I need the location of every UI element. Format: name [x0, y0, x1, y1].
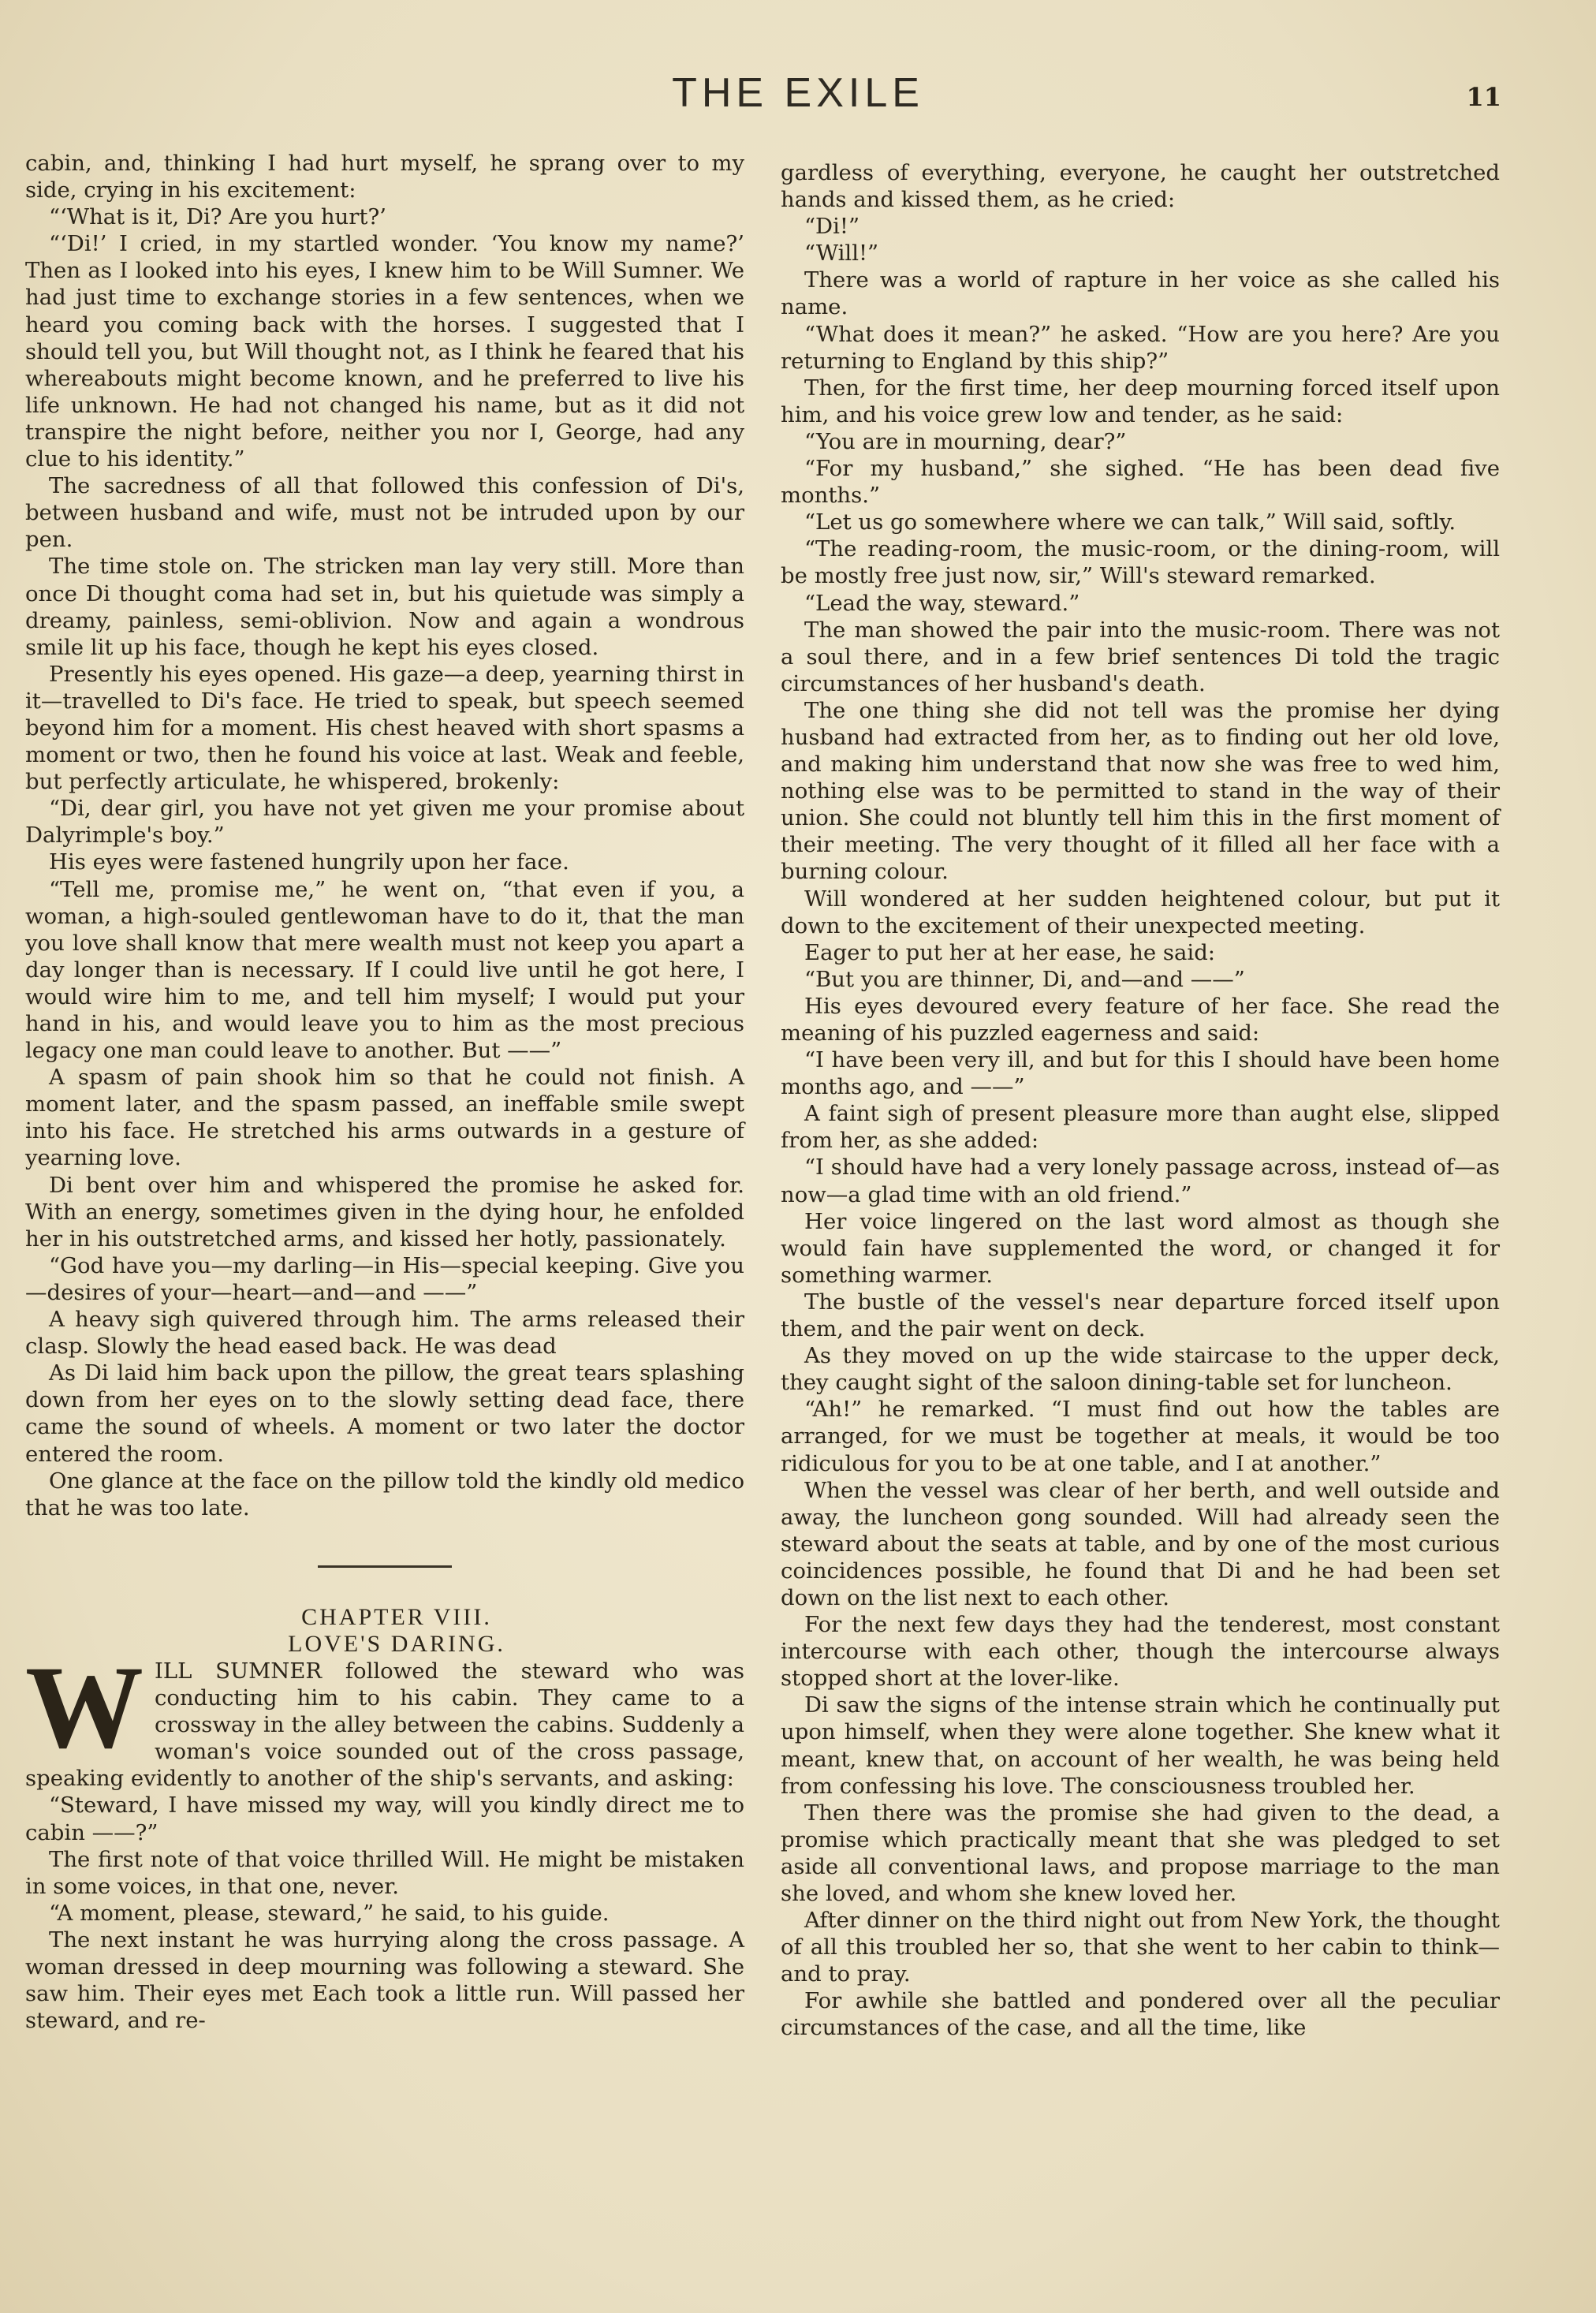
paragraph: “Di, dear girl, you have not yet given me your promise about Dalyrimple's boy.”: [25, 796, 744, 849]
paragraph: “‘What is it, Di? Are you hurt?’: [49, 204, 386, 230]
paragraph: After dinner on the third night out from New York, the thought of all this troubled her so, that she went to her cabin to think—and to pray.: [781, 1908, 1500, 1987]
left-column: [25, 150, 744, 2034]
paragraph: cabin, and, thinking I had hurt myself, he sprang over to my side, crying in his excitement:: [25, 151, 744, 203]
paragraph: “You are in mourning, dear?”: [804, 428, 1127, 454]
paragraph: One glance at the face on the pillow told the kindly old medico that he was too late.: [25, 1468, 744, 1520]
paragraph: “A moment, please, steward,” he said, to his guide.: [49, 1900, 610, 1926]
paragraph: The one thing she did not tell was the promise her dying husband had extracted from her, as to finding out her old love, and making him understand that now she was free to wed him, nothing else was to be permitted to stand in the way of their union. She could not bluntly tell him this in the first moment of their meeting. The very thought of it filled all her face with a burning colour.: [781, 697, 1500, 885]
page-number: 11: [1466, 82, 1501, 112]
paragraph: Eager to put her at her ease, he said:: [804, 939, 1216, 965]
paragraph: His eyes were fastened hungrily upon her face.: [49, 849, 569, 875]
paragraph: A faint sigh of present pleasure more than aught else, slipped from her, as she added:: [781, 1101, 1500, 1154]
paragraph: “But you are thinner, Di, and—and ——”: [804, 966, 1245, 992]
paragraph: The first note of that voice thrilled Will. He might be mistaken in some voices, in that one, never.: [25, 1846, 744, 1899]
paragraph: Di saw the signs of the intense strain which he continually put upon himself, when they were alone together. She knew what it meant, knew that, on account of her wealth, he was being held from confessing his love. The consciousness troubled her.: [781, 1692, 1500, 1799]
right-column: [781, 159, 1500, 2042]
paragraph: A spasm of pain shook him so that he could not finish. A moment later, and the spasm passed, an ineffable smile swept into his face. He stretched his arms outwards in a gesture of yearning love.: [25, 1065, 744, 1171]
paragraph: For awhile she battled and pondered over all the peculiar circumstances of the case, and all the time, like: [781, 1988, 1500, 2041]
paragraph: “Lead the way, steward.”: [804, 590, 1080, 616]
paragraph: A heavy sigh quivered through him. The arms released their clasp. Slowly the head eased back. He was dead: [25, 1307, 744, 1360]
paragraph: “What does it mean?” he asked. “How are you here? Are you returning to England by this ship?”: [781, 321, 1500, 374]
paragraph: “Will!”: [804, 241, 879, 267]
running-title: THE EXILE: [672, 70, 924, 116]
left-paragraphs-before: [25, 150, 744, 1521]
paragraph: “Tell me, promise me,” he went on, “that even if you, a woman, a high-souled gentlewoman have to do it, that the man you love shall know that mere wealth must not keep you apart a day longer than is necessary. If I could live until he got here, I would wire him to me, and tell him myself; I would put your hand in his, and would leave you to him as the most precious legacy one man could leave to another. But ——”: [25, 876, 744, 1064]
paragraph: “I have been very ill, and but for this I should have been home months ago, and ——”: [781, 1047, 1500, 1100]
left-paragraphs-after: [25, 1792, 744, 2034]
paragraph: His eyes devoured every feature of her face. She read the meaning of his puzzled eagerness and said:: [781, 993, 1500, 1046]
paragraph: “Di!”: [804, 214, 860, 240]
chapter-opening-text: ILL SUMNER followed the steward who was conducting him to his cabin. They came to a crossway in the alley between the cabins. Suddenly a woman's voice sounded out of the cross passage, speaking evidently to another of the ship's servants, and asking:: [25, 1658, 744, 1792]
paragraph: “For my husband,” she sighed. “He has been dead five months.”: [781, 456, 1500, 509]
chapter-title: LOVE'S DARING.: [288, 1630, 505, 1657]
paragraph: Di bent over him and whispered the promise he asked for. With an energy, sometimes given in the dying hour, he enfolded her in his outstretched arms, and kissed her hotly, passionately.: [25, 1172, 744, 1252]
chapter-number: CHAPTER VIII.: [301, 1603, 492, 1630]
paragraph: “The reading-room, the music-room, or the dining-room, will be mostly free just now, sir,” Will's steward remarked.: [781, 536, 1500, 589]
paragraph: The sacredness of all that followed this confession of Di's, between husband and wife, must not be intruded upon by our pen.: [25, 473, 744, 553]
paragraph: For the next few days they had the tenderest, most constant intercourse with each other, though the intercourse always stopped short at the lover-like.: [781, 1612, 1500, 1692]
paragraph: Then there was the promise she had given to the dead, a promise which practically meant that she was pledged to set aside all conventional laws, and propose marriage to the man she loved, and whom she knew loved her.: [781, 1800, 1500, 1906]
paragraph: gardless of everything, everyone, he caught her outstretched hands and kissed them, as he cried:: [781, 160, 1500, 213]
drop-cap: W: [25, 1641, 144, 1773]
paragraph: “‘Di!’ I cried, in my startled wonder. ‘You know my name?’ Then as I looked into his eyes, I knew him to be Will Sumner. We had just time to exchange stories in a few sentences, when we heard you coming back with the horses. I suggested that I should tell you, but Will thought not, as I think he feared that his whereabouts might become known, and he preferred to live his life unknown. He had not changed his name, but as it did not transpire the night before, neither you nor I, George, had any clue to his identity.”: [25, 231, 744, 472]
paragraph: As Di laid him back upon the pillow, the great tears splashing down from her eyes on to the slowly setting dead face, there came the sound of wheels. A moment or two later the doctor entered the room.: [25, 1360, 744, 1467]
paragraph: Will wondered at her sudden heightened colour, but put it down to the excitement of their unexpected meeting.: [781, 886, 1500, 938]
paragraph: There was a world of rapture in her voice as she called his name.: [781, 267, 1500, 320]
paragraph: Her voice lingered on the last word almost as though she would fain have supplemented the word, or changed it for something warmer.: [781, 1208, 1500, 1288]
paragraph: Presently his eyes opened. His gaze—a deep, yearning thirst in it—travelled to Di's face. He tried to speak, but speech seemed beyond him for a moment. His chest heaved with short spasms a moment or two, then he found his voice at last. Weak and feeble, but perfectly articulate, he whispered, brokenly:: [25, 661, 744, 795]
paragraph: The bustle of the vessel's near departure forced itself upon them, and the pair went on deck.: [781, 1289, 1500, 1342]
paragraph: The next instant he was hurrying along the cross passage. A woman dressed in deep mourning was following a steward. She saw him. Their eyes met Each took a little run. Will passed her steward, and re-: [25, 1927, 744, 2034]
paragraph: As they moved on up the wide staircase to the upper deck, they caught sight of the saloon dining-table set for luncheon.: [781, 1343, 1500, 1396]
paragraph: The time stole on. The stricken man lay very still. More than once Di thought coma had set in, but his quietude was simply a dreamy, painless, semi-oblivion. Now and again a wondrous smile lit up his face, though he kept his eyes closed.: [25, 554, 744, 660]
paragraph: “Steward, I have missed my way, will you kindly direct me to cabin ——?”: [25, 1793, 744, 1845]
paragraph: “Ah!” he remarked. “I must find out how the tables are arranged, for we must be together at meals, it would be too ridiculous for you to be at one table, and I at another.”: [781, 1397, 1500, 1476]
paragraph: “I should have had a very lonely passage across, instead of—as now—a glad time with an old friend.”: [781, 1155, 1500, 1207]
paragraph: When the vessel was clear of her berth, and well outside and away, the luncheon gong sounded. Will had already seen the steward about the seats at table, and by one of the most curious coincidences possible, he found that Di and he had been set down on the list next to each other.: [781, 1477, 1500, 1610]
section-divider: [318, 1565, 452, 1568]
paragraph: Then, for the first time, her deep mourning forced itself upon him, and his voice grew low and tender, as he said:: [781, 375, 1500, 427]
paragraph: The man showed the pair into the music-room. There was not a soul there, and in a few brief sentences Di told the tragic circumstances of her husband's death.: [781, 617, 1500, 696]
paragraph: “Let us go somewhere where we can talk,” Will said, softly.: [804, 509, 1456, 535]
paragraph: “God have you—my darling—in His—special keeping. Give you—desires of your—heart—and—and ——”: [25, 1252, 744, 1305]
